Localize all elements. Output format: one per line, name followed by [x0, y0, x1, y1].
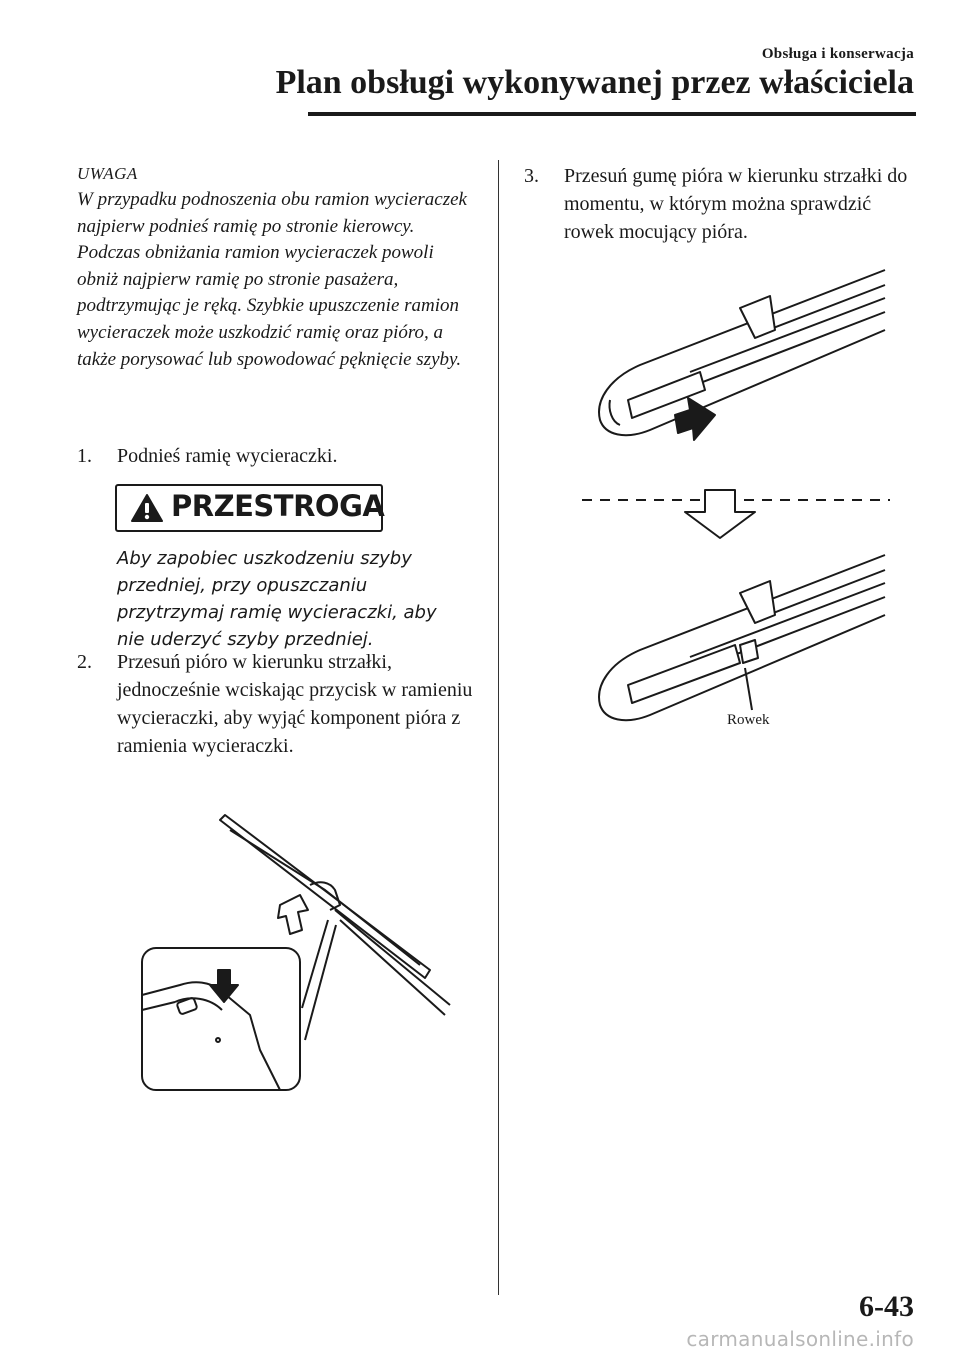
warning-icon: [130, 493, 164, 523]
step-number: 3.: [524, 165, 539, 187]
step-2: [77, 648, 497, 760]
page-number: 6-43: [859, 1290, 914, 1323]
step-1: [77, 442, 497, 470]
step-text: Podnieś ramię wycieraczki.: [117, 445, 338, 467]
groove-label: Rowek: [727, 712, 770, 728]
step-number: 2.: [77, 651, 92, 673]
watermark: carmanualsonline.info: [686, 1327, 914, 1351]
chapter-title: Plan obsługi wykonywanej przez właściciela: [275, 64, 914, 101]
caution-text: Aby zapobiec uszkodzeniu szyby przedniej, przy opuszczaniu przytrzymaj ramię wycieraczki, aby nie uderzyć szyby przedniej.: [117, 548, 437, 650]
step-text: Przesuń pióro w kierunku strzałki, jednocześnie wciskając przycisk w ramieniu wycieraczki, aby wyjąć komponent pióra z ramienia wycieraczki.: [117, 651, 473, 757]
wiper-arm-illustration: [130, 810, 460, 1100]
column-divider: [498, 160, 499, 1295]
wiper-groove-illustration: [580, 250, 900, 730]
header-rule: [308, 112, 916, 116]
note-text: W przypadku podnoszenia obu ramion wycieraczek najpierw podnieś ramię po stronie kierowcy. Podczas obniżania ramion wycieraczek powoli obniż najpierw ramię po stronie pasażera, podtrzymując je ręką. Szybkie upuszczenie ramion wycieraczek może uszkodzić ramię oraz pióro, a także porysować lub spowodować pęknięcie szyby.: [77, 189, 467, 370]
step-3: [524, 162, 924, 246]
step-text: Przesuń gumę pióra w kierunku strzałki do momentu, w którym można sprawdzić rowek mocujący pióra.: [564, 165, 908, 243]
section-title: Obsługa i konserwacja: [761, 46, 914, 62]
note-heading: UWAGA: [77, 164, 138, 183]
step-number: 1.: [77, 445, 92, 467]
caution-label: PRZESTROGA: [171, 489, 385, 523]
